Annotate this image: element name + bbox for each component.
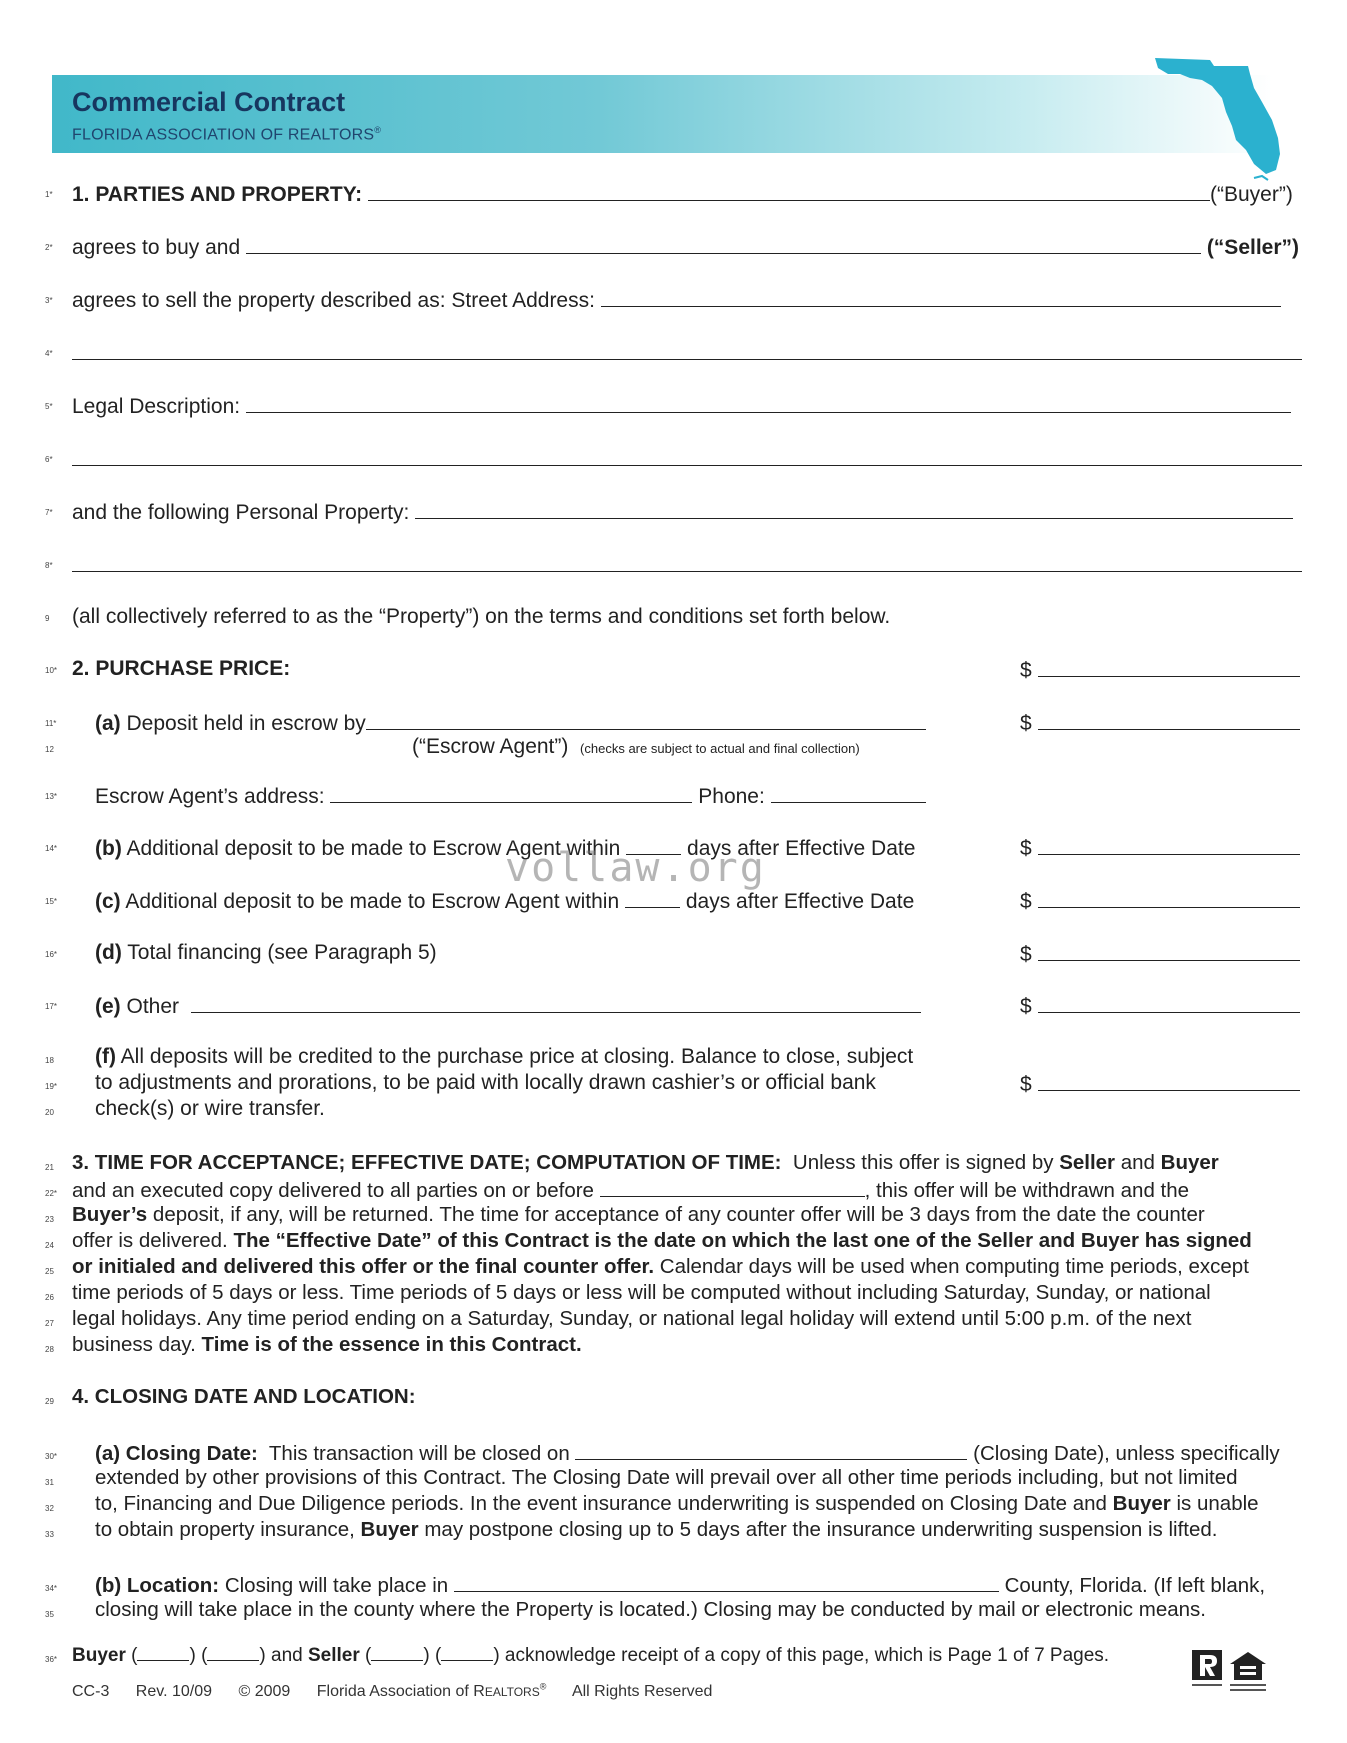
closing-date-field[interactable]: [575, 1439, 967, 1460]
other-description-field[interactable]: [191, 992, 921, 1013]
seller-line: agrees to buy and (“Seller”): [72, 233, 1299, 261]
escrow-address-field[interactable]: [330, 782, 692, 803]
form-number: CC-3: [72, 1683, 110, 1701]
closing-date-line-2: extended by other provisions of this Contract. The Closing Date will prevail over all other time periods including, but not limited: [95, 1466, 1238, 1489]
financing-amount-field[interactable]: [1038, 940, 1300, 961]
deposit-c-amount-field[interactable]: [1038, 887, 1300, 908]
balance-line-2: to adjustments and prorations, to be paid with locally drawn cashier’s or official bank: [95, 1071, 876, 1094]
watermark: vollaw.org: [505, 845, 766, 891]
line-number: 1*: [45, 190, 53, 199]
purchase-price-field[interactable]: [1038, 656, 1300, 677]
purchase-price-amount: $: [1020, 656, 1300, 684]
closing-date-line: (a) Closing Date: This transaction will be closed on (Closing Date), unless specifically: [95, 1439, 1280, 1467]
deposit-b-amount: $: [1020, 834, 1300, 862]
seller-initials-2[interactable]: [441, 1643, 493, 1661]
line-number: 31: [45, 1478, 54, 1487]
total-financing-line: (d) Total financing (see Paragraph 5): [95, 941, 437, 964]
copyright: © 2009: [238, 1683, 291, 1701]
publisher-name: FLORIDA ASSOCIATION OF REALTORS®: [72, 125, 382, 144]
acceptance-deadline-line: and an executed copy delivered to all parties on or before , this offer will be withdrawn and the: [72, 1176, 1189, 1204]
street-address-line: agrees to sell the property described as: Street Address:: [72, 286, 1281, 314]
line-number: 28: [45, 1345, 54, 1354]
line-number: 5*: [45, 402, 53, 411]
personal-property-line-2: [72, 551, 1302, 579]
escrow-holder-field[interactable]: [366, 709, 926, 730]
org-name: Florida Association of REALTORS®: [316, 1682, 547, 1701]
legal-description-line: Legal Description:: [72, 392, 1291, 420]
deposit-b-amount-field[interactable]: [1038, 834, 1300, 855]
closing-location-line-2: closing will take place in the county where the Property is located.) Closing may be conducted by mail or electronic means.: [95, 1598, 1206, 1621]
line-number: 16*: [45, 950, 58, 959]
rights: All Rights Reserved: [571, 1683, 713, 1701]
property-definition: (all collectively referred to as the “Property”) on the terms and conditions set forth below.: [72, 605, 891, 628]
line-number: 10*: [45, 666, 58, 675]
closing-location-line: (b) Location: Closing will take place in County, Florida. (If left blank,: [95, 1571, 1265, 1599]
line-number: 9: [45, 614, 50, 623]
line-number: 36*: [45, 1655, 58, 1664]
line-number: 29: [45, 1397, 54, 1406]
personal-property-line: and the following Personal Property:: [72, 498, 1293, 526]
balance-line-3: check(s) or wire transfer.: [95, 1097, 325, 1120]
time-periods-line-1: time periods of 5 days or less. Time periods of 5 days or less will be computed without including Saturday, Sunday, or national: [72, 1281, 1211, 1304]
time-periods-line-2: legal holidays. Any time period ending on a Saturday, Sunday, or national legal holiday will extend until 5:00 p.m. of the next: [72, 1307, 1192, 1330]
line-number: 6*: [45, 455, 53, 464]
line-number: 18: [45, 1056, 54, 1065]
effective-date-line-2: or initialed and delivered this offer or the final counter offer. Calendar days will be used when computing time periods, except: [72, 1255, 1249, 1278]
line-number: 25: [45, 1267, 54, 1276]
line-number: 26: [45, 1293, 54, 1302]
deposit-amount-field[interactable]: [1038, 709, 1300, 730]
line-number: 30*: [45, 1452, 58, 1461]
deposit-escrow-line: (a) Deposit held in escrow by: [95, 709, 926, 737]
deposit-c-amount: $: [1020, 887, 1300, 915]
time-essence-line: business day. Time is of the essence in this Contract.: [72, 1333, 582, 1356]
address-continued-field[interactable]: [72, 339, 1302, 360]
effective-date-line-1: offer is delivered. The “Effective Date” of this Contract is the date on which the last one of the Seller and Buyer has signed: [72, 1229, 1252, 1252]
line-number: 22*: [45, 1189, 58, 1198]
line-number: 13*: [45, 792, 58, 801]
legal-description-field[interactable]: [246, 392, 1291, 413]
personal-property-continued-field[interactable]: [72, 551, 1302, 572]
escrow-address-line: Escrow Agent’s address: Phone:: [95, 782, 926, 810]
line-number: 17*: [45, 1002, 58, 1011]
line-number: 8*: [45, 561, 53, 570]
balance-amount: $: [1020, 1070, 1300, 1098]
acceptance-date-field[interactable]: [600, 1176, 865, 1197]
balance-amount-field[interactable]: [1038, 1070, 1300, 1091]
revision: Rev. 10/09: [135, 1683, 212, 1701]
footer: [72, 1682, 734, 1701]
escrow-agent-label: (“Escrow Agent”) (checks are subject to actual and final collection): [412, 735, 860, 758]
florida-map-icon: [1150, 52, 1290, 182]
line-number: 24: [45, 1241, 54, 1250]
line-number: 14*: [45, 844, 58, 853]
other-line: (e) Other: [95, 992, 921, 1020]
line-number: 3*: [45, 296, 53, 305]
deposit-amount: $: [1020, 709, 1300, 737]
line-number: 15*: [45, 897, 58, 906]
buyer-initials-2[interactable]: [207, 1643, 259, 1661]
closing-date-line-3: to, Financing and Due Diligence periods. In the event insurance underwriting is suspended on Closing Date and Buyer is unable: [95, 1492, 1259, 1515]
line-number: 21: [45, 1163, 54, 1172]
parties-heading: 1. PARTIES AND PROPERTY: (“Buyer”): [72, 180, 1293, 208]
line-number: 4*: [45, 349, 53, 358]
closing-date-line-4: to obtain property insurance, Buyer may postpone closing up to 5 days after the insurance underwriting suspension is lifted.: [95, 1518, 1218, 1541]
personal-property-field[interactable]: [415, 498, 1293, 519]
closing-county-field[interactable]: [454, 1571, 999, 1592]
legal-description-line-2: [72, 445, 1302, 473]
line-number: 35: [45, 1610, 54, 1619]
address-line-2: [72, 339, 1302, 367]
line-number: 27: [45, 1319, 54, 1328]
additional-deposit-b-line: (b) Additional deposit to be made to Escrow Agent within days after Effective Date: [95, 834, 915, 862]
closing-heading: 4. CLOSING DATE AND LOCATION:: [72, 1385, 416, 1408]
document-title: Commercial Contract: [72, 87, 346, 117]
line-number: 19*: [45, 1082, 58, 1091]
line-number: 20: [45, 1108, 54, 1117]
line-number: 33: [45, 1530, 54, 1539]
additional-deposit-c-line: (c) Additional deposit to be made to Escrow Agent within days after Effective Date: [95, 887, 914, 915]
line-number: 23: [45, 1215, 54, 1224]
balance-line-1: (f) All deposits will be credited to the purchase price at closing. Balance to close, subject: [95, 1045, 914, 1068]
escrow-phone-field[interactable]: [771, 782, 926, 803]
other-amount-field[interactable]: [1038, 992, 1300, 1013]
financing-amount: $: [1020, 940, 1300, 968]
time-acceptance-heading: 3. TIME FOR ACCEPTANCE; EFFECTIVE DATE; COMPUTATION OF TIME: Unless this offer is signed by Seller and Buyer: [72, 1151, 1219, 1174]
header-banner: [52, 75, 1272, 153]
deposit-return-line: Buyer’s deposit, if any, will be returned. The time for acceptance of any counter offer will be 3 days from the date the counter: [72, 1203, 1205, 1226]
line-number: 11*: [45, 719, 57, 728]
purchase-price-heading: 2. PURCHASE PRICE:: [72, 657, 291, 680]
seller-initials-1[interactable]: [371, 1643, 423, 1661]
line-number: 2*: [45, 243, 53, 252]
legal-description-continued-field[interactable]: [72, 445, 1302, 466]
acknowledgment-line: Buyer ( ) ( ) and Seller ( ) ( ) acknowledge receipt of a copy of this page, which is Page 1 of 7 Pages.: [72, 1645, 1110, 1666]
street-address-field[interactable]: [601, 286, 1281, 307]
line-number: 34*: [45, 1584, 58, 1593]
other-amount: $: [1020, 992, 1300, 1020]
line-number: 32: [45, 1504, 54, 1513]
seller-name-field[interactable]: [246, 233, 1201, 254]
buyer-initials-1[interactable]: [137, 1643, 189, 1661]
line-number: 7*: [45, 508, 53, 517]
buyer-name-field[interactable]: [368, 180, 1210, 201]
realtor-equal-housing-logo: [1190, 1648, 1280, 1696]
line-number: 12: [45, 745, 54, 754]
